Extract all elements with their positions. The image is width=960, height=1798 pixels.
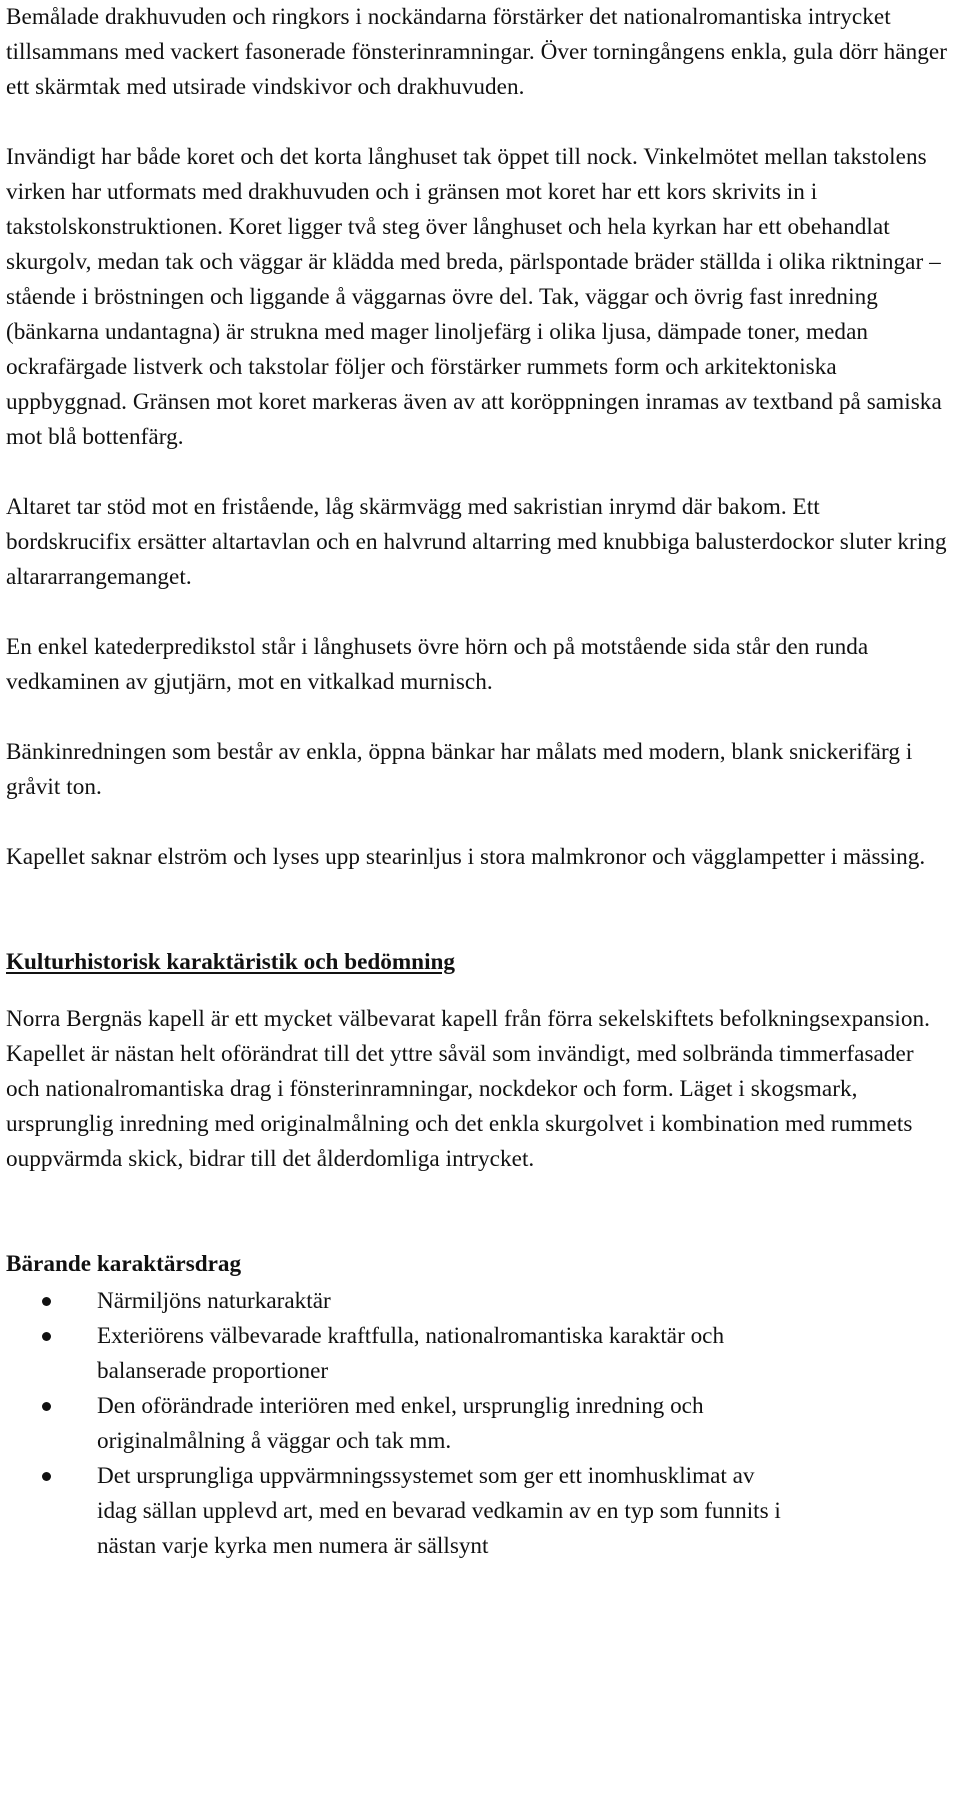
section-heading-cultural-history: Kulturhistorisk karaktäristik och bedömning: [6, 949, 456, 975]
paragraph-exterior: Bemålade drakhuvuden och ringkors i nockändarna förstärker det nationalromantiska intrycket tillsammans med vackert fasonerade fönsterinramningar. Över torningångens enkla, gula dörr hänger ett skärmtak med utsirade vindskivor och drakhuvuden.: [6, 4, 948, 100]
paragraph-pews: Bänkinredningen som består av enkla, öppna bänkar har målats med modern, blank snickerifärg i gråvit ton.: [6, 739, 913, 800]
list-item: [6, 1389, 797, 1459]
key-features-list: [6, 1284, 951, 1564]
bullet-icon: [42, 1402, 51, 1411]
bullet-icon: [42, 1297, 51, 1306]
paragraph-pulpit: En enkel katederpredikstol står i långhusets övre hörn och på motstående sida står den runda vedkaminen av gjutjärn, mot en vitkalkad murnisch.: [6, 634, 869, 695]
list-item: [6, 1459, 797, 1564]
list-item-text: Den oförändrade interiören med enkel, ursprunglig inredning och originalmålning å väggar och tak mm.: [97, 1393, 704, 1454]
list-item-text: Närmiljöns naturkaraktär: [97, 1288, 331, 1314]
list-item-text: Exteriörens välbevarade kraftfulla, nationalromantiska karaktär och balanserade proportioner: [97, 1323, 725, 1384]
list-item: [6, 1284, 797, 1319]
list-item: [6, 1319, 797, 1389]
paragraph-lighting: Kapellet saknar elström och lyses upp stearinljus i stora malmkronor och vägglampetter i mässing.: [6, 844, 926, 870]
list-item-text: Det ursprungliga uppvärmningssystemet som ger ett inomhusklimat av idag sällan upplevd art, med en bevarad vedkamin av en typ som funnits i nästan varje kyrka men numera är sällsynt: [97, 1463, 781, 1559]
document-page: [6, 0, 951, 1564]
paragraph-assessment: Norra Bergnäs kapell är ett mycket välbevarat kapell från förra sekelskiftets befolkningsexpansion. Kapellet är nästan helt oförändrat till det yttre såväl som invändigt, med solbrända timmerfasader och nationalromantiska drag i fönsterinramningar, nockdekor och form. Läget i skogsmark, ursprunglig inredning med originalmålning och det enkla skurgolvet i kombination med rummets ouppvärmda skick, bidrar till det ålderdomliga intrycket.: [6, 1006, 930, 1172]
bullet-icon: [42, 1472, 51, 1481]
section-heading-key-features: Bärande karaktärsdrag: [6, 1251, 242, 1277]
bullet-icon: [42, 1332, 51, 1341]
paragraph-interior: Invändigt har både koret och det korta långhuset tak öppet till nock. Vinkelmötet mellan takstolens virken har utformats med drakhuvuden och i gränsen mot koret har ett kors skrivits in i takstolskonstruktionen. Koret ligger två steg över långhuset och hela kyrkan har ett obehandlat skurgolv, medan tak och väggar är klädda med breda, pärlspontade bräder ställda i olika riktningar – stående i bröstningen och liggande å väggarnas övre del. Tak, väggar och övrig fast inredning (bänkarna undantagna) är strukna med mager linoljefärg i olika ljusa, dämpade toner, medan ockrafärgade listverk och takstolar följer och förstärker rummets form och arkitektoniska uppbyggnad. Gränsen mot koret markeras även av att koröppningen inramas av textband på samiska mot blå bottenfärg.: [6, 144, 942, 450]
paragraph-altar: Altaret tar stöd mot en fristående, låg skärmvägg med sakristian inrymd där bakom. Ett bordskrucifix ersätter altartavlan och en halvrund altarring med knubbiga balusterdockor sluter kring altararrangemanget.: [6, 494, 947, 590]
